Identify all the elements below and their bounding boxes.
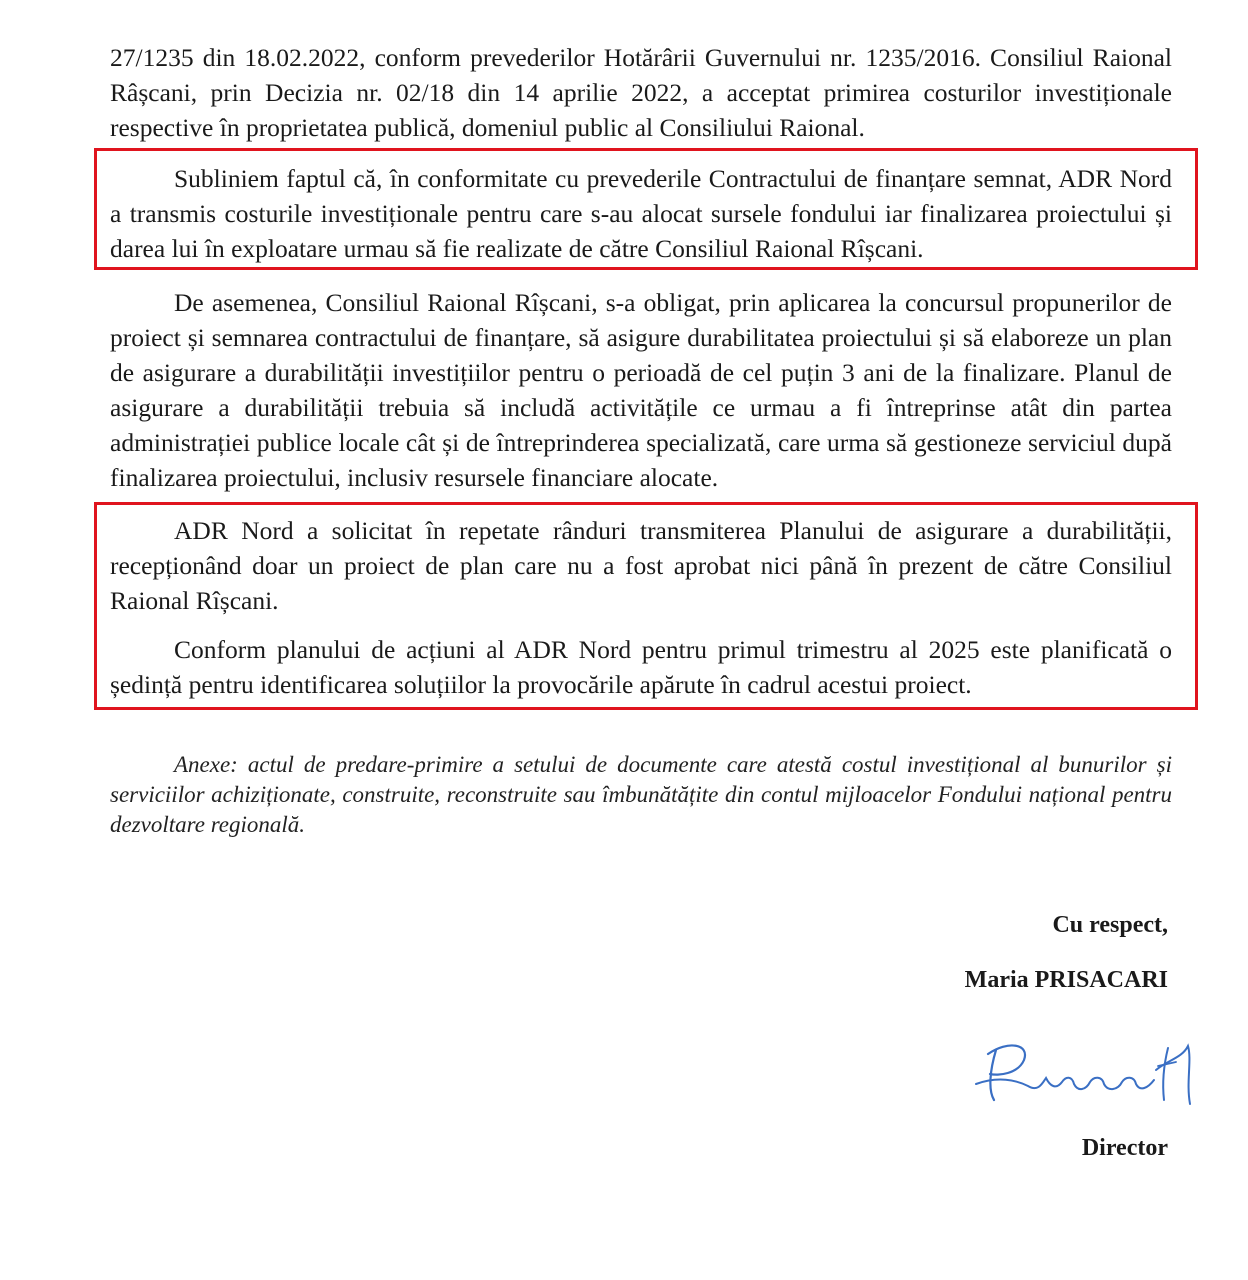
paragraph-continuation: 27/1235 din 18.02.2022, conform prevederilor Hotărârii Guvernului nr. 1235/2016. Consiliul Raional Râșcani, prin Decizia nr. 02/18 din 14 aprilie 2022, a acceptat primirea costurilor investiționale respective în proprietatea publică, domeniul public al Consiliului Raional. bbox=[110, 43, 1172, 142]
paragraph-action-plan: Conform planului de acțiuni al ADR Nord pentru primul trimestru al 2025 este planificată o ședință pentru identificarea soluțiilor la provocările apărute în cadrul acestui proiect. bbox=[110, 635, 1172, 699]
paragraph-funding-contract: Subliniem faptul că, în conformitate cu prevederile Contractului de finanțare semnat, ADR Nord a transmis costurile investiționale pentru care s-au alocat sursele fondului iar finalizarea proiectului și darea lui în exploatare urmau să fie realizate de către Consiliul Raional Rîșcani. bbox=[110, 164, 1172, 263]
signatory-title: Director bbox=[1081, 1135, 1168, 1161]
handwritten-signature bbox=[968, 1030, 1198, 1120]
paragraph-plan-requests: ADR Nord a solicitat în repetate rânduri transmiterea Planului de asigurare a durabilității, recepționând doar un proiect de plan care nu a fost aprobat nici până în prezent de către Consiliul Raional Rîșcani. bbox=[110, 516, 1172, 615]
paragraph-sustainability-obligation: De asemenea, Consiliul Raional Rîșcani, s-a obligat, prin aplicarea la concursul propunerilor de proiect și semnarea contractului de finanțare, să asigure durabilitatea proiectului și să elaboreze un plan de asigurare a durabilității investițiilor pentru o perioadă de cel puțin 3 ani de la finalizare. Planul de asigurare a durabilității trebuia să includă activitățile ce urmau a fi întreprinse atât din partea administrației publice locale cât și de întreprinderea specializată, care urma să gestioneze serviciul după finalizarea proiectului, inclusiv resursele financiare alocate. bbox=[110, 288, 1172, 492]
closing-greeting: Cu respect, bbox=[1052, 912, 1168, 938]
signatory-name: Maria PRISACARI bbox=[964, 967, 1168, 993]
annex-note: Anexe: actul de predare-primire a setului de documente care atestă costul investițional al bunurilor și serviciilor achiziționate, construite, reconstruite sau îmbunătățite din contul mijloacelor Fondului național pentru dezvoltare regională. bbox=[110, 752, 1172, 837]
